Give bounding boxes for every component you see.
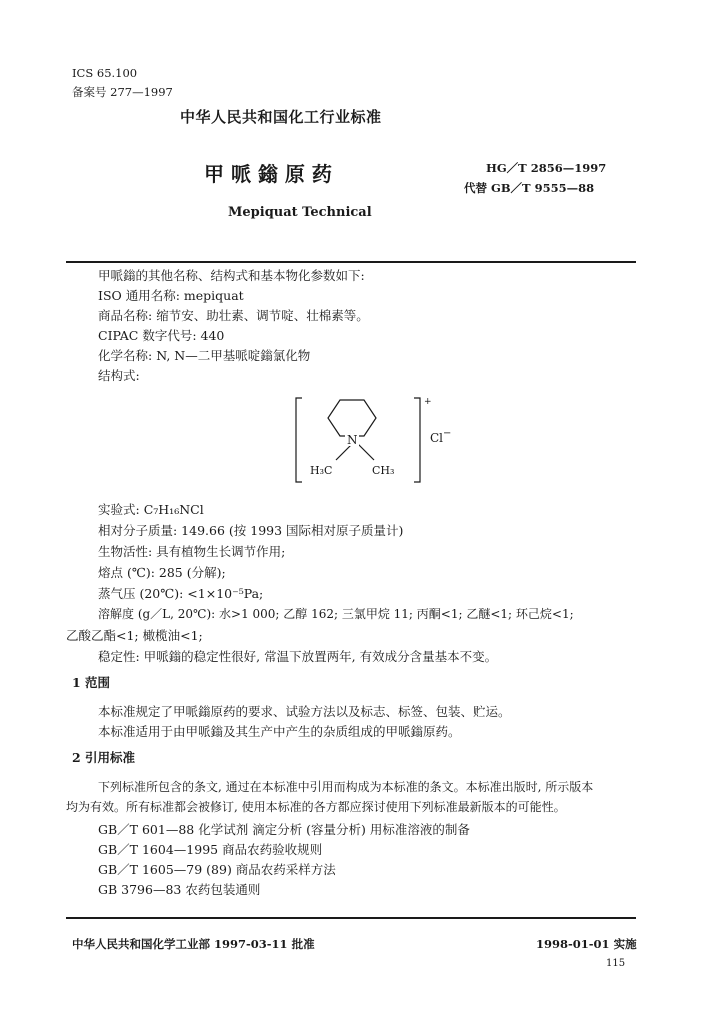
stability: 稳定性: 甲哌鎓的稳定性很好, 常温下放置两年, 有效成分含量基本不变。 xyxy=(98,649,498,664)
scope-paragraph-2: 本标准适用于由甲哌鎓及其生产中产生的杂质组成的甲哌鎓原药。 xyxy=(98,724,461,739)
trade-name-value: 缩节安、助壮素、调节啶、壮棉素等。 xyxy=(156,308,369,323)
methyl-left: H₃C xyxy=(310,464,333,477)
page-number: 115 xyxy=(606,958,626,969)
reference-item: GB／T 601—88 化学试剂 滴定分析 (容量分析) 用标准溶液的制备 xyxy=(98,822,470,837)
cation-charge: + xyxy=(424,397,432,407)
vapor-pressure: 蒸气压 (20℃): <1×10⁻⁵Pa; xyxy=(98,586,264,601)
reference-item: GB 3796—83 农药包装通则 xyxy=(98,882,261,897)
iso-name-row xyxy=(98,286,244,304)
filing-number: 备案号 277—1997 xyxy=(72,85,173,99)
cipac-label: CIPAC 数字代号: xyxy=(98,328,197,343)
references-paragraph-line-2: 均为有效。所有标准都会被修订, 使用本标准的各方都应探讨使用下列标准最新版本的可能性。 xyxy=(66,800,566,814)
formula-label: 实验式: xyxy=(98,502,140,517)
iso-name-value: mepiquat xyxy=(183,288,244,303)
reference-item: GB／T 1604—1995 商品农药验收规则 xyxy=(98,842,323,857)
bio-activity: 生物活性: 具有植物生长调节作用; xyxy=(98,544,286,559)
cipac-value: 440 xyxy=(200,328,225,343)
footer-divider xyxy=(66,917,636,919)
doc-title-en: Mepiquat Technical xyxy=(228,205,372,220)
section-heading-scope: 1 范围 xyxy=(72,675,111,690)
melting-point: 熔点 (℃): 285 (分解); xyxy=(98,565,226,580)
nitrogen-atom: N xyxy=(347,433,358,447)
scope-paragraph-1: 本标准规定了甲哌鎓原药的要求、试验方法以及标志、标签、包装、贮运。 xyxy=(98,704,511,719)
trade-name-row xyxy=(98,306,369,324)
standard-number: HG／T 2856—1997 xyxy=(486,161,607,175)
doc-title-cn: 甲 哌 鎓 原 药 xyxy=(204,162,332,186)
piperidine-ring xyxy=(328,400,376,436)
section-heading-references: 2 引用标准 xyxy=(72,750,136,765)
solubility-line-1: 溶解度 (g／L, 20℃): 水>1 000; 乙醇 162; 三氯甲烷 11; 丙酮<1; 乙醚<1; 环己烷<1; xyxy=(98,607,574,621)
chloride-ion: Cl xyxy=(430,431,444,445)
chemical-name-row xyxy=(98,346,310,364)
chemical-name-label: 化学名称: xyxy=(98,348,153,363)
anion-charge: − xyxy=(443,428,452,439)
molecular-mass: 相对分子质量: 149.66 (按 1993 国际相对原子质量计) xyxy=(98,523,404,538)
cipac-row xyxy=(98,326,224,344)
reference-item: GB／T 1605—79 (89) 商品农药采样方法 xyxy=(98,862,336,877)
chemical-name-value: N, N—二甲基哌啶鎓氯化物 xyxy=(156,348,311,363)
intro-line: 甲哌鎓的其他名称、结构式和基本物化参数如下: xyxy=(98,268,365,283)
bond-right-methyl xyxy=(358,444,374,460)
methyl-right: CH₃ xyxy=(372,464,395,477)
ics-code: ICS 65.100 xyxy=(72,66,138,80)
structural-formula xyxy=(290,390,480,490)
replaces-standard: 代替 GB／T 9555—88 xyxy=(464,181,595,195)
header-divider xyxy=(66,261,636,263)
iso-name-label: ISO 通用名称: xyxy=(98,288,180,303)
approval-line: 中华人民共和国化学工业部 1997-03-11 批准 xyxy=(72,937,315,951)
effective-date: 1998-01-01 实施 xyxy=(536,937,637,951)
solubility-line-2: 乙酸乙酯<1; 橄榄油<1; xyxy=(66,628,203,643)
trade-name-label: 商品名称: xyxy=(98,308,153,323)
references-paragraph-line-1: 下列标准所包含的条文, 通过在本标准中引用而构成为本标准的条文。本标准出版时, 所示版本 xyxy=(98,780,594,794)
org-title: 中华人民共和国化工行业标准 xyxy=(180,108,382,126)
bracket-left xyxy=(296,398,302,482)
structure-label: 结构式: xyxy=(98,368,140,383)
molecular-formula: C₇H₁₆NCl xyxy=(143,502,204,517)
bracket-right xyxy=(414,398,420,482)
formula-row xyxy=(98,500,204,518)
